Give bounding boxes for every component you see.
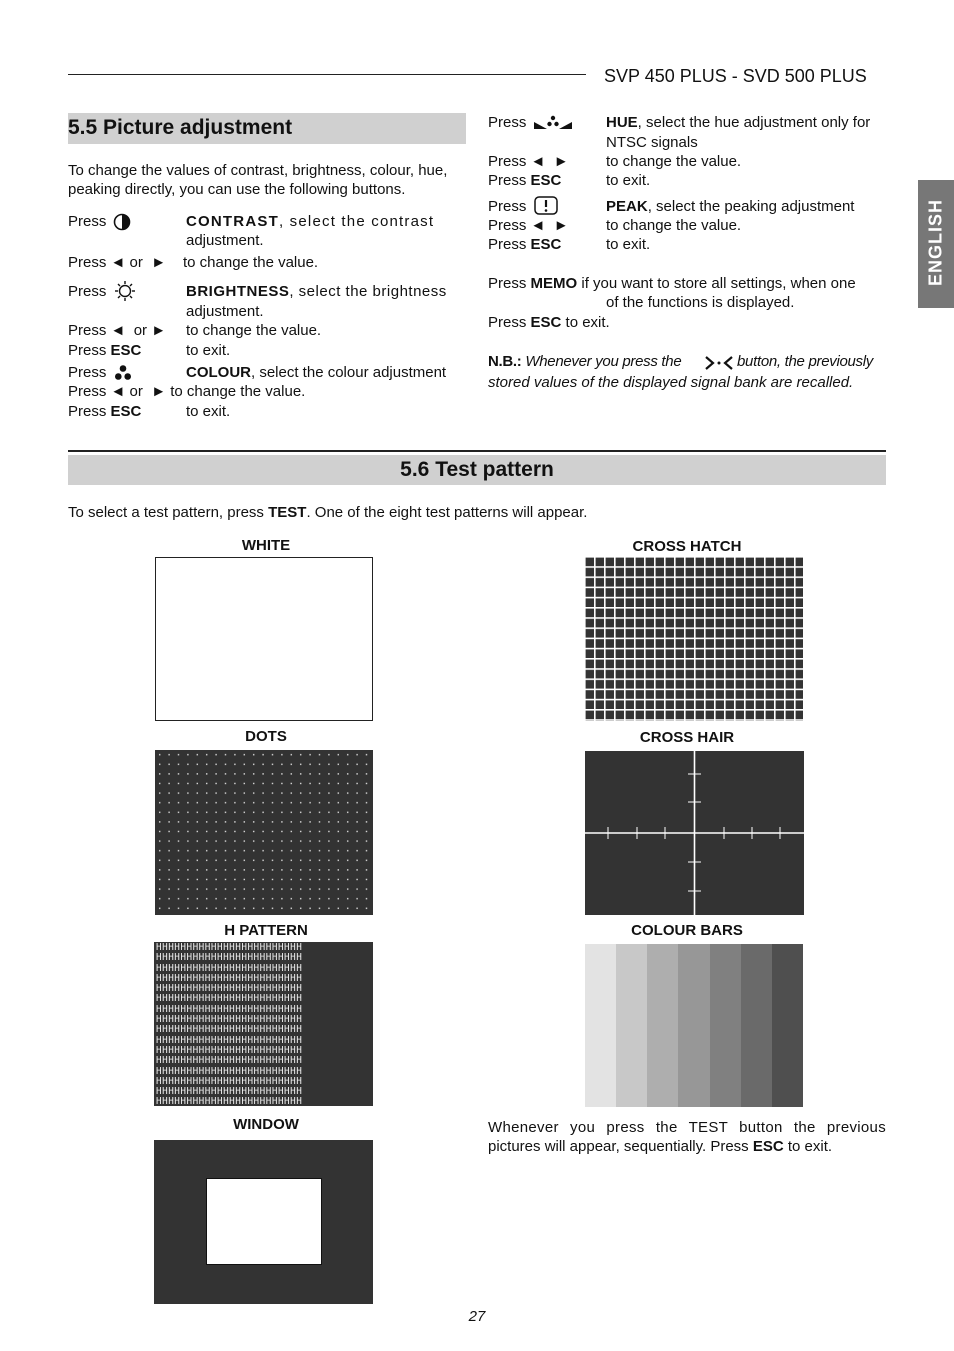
colour-bar bbox=[616, 944, 647, 1107]
peak-icon bbox=[534, 196, 558, 215]
hue-desc-2: NTSC signals bbox=[606, 134, 698, 151]
label-window: WINDOW bbox=[233, 1116, 299, 1133]
label-white: WHITE bbox=[241, 537, 291, 554]
section-56-rule bbox=[68, 450, 886, 452]
colour-bars-pattern bbox=[585, 944, 803, 1107]
outro-line-2: pictures will appear, sequentially. Press ESC to exit. bbox=[488, 1138, 833, 1155]
colour-bar bbox=[710, 944, 741, 1107]
contrast-icon bbox=[113, 213, 131, 231]
page-number: 27 bbox=[468, 1308, 486, 1325]
contrast-desc: CONTRAST, select the contrast bbox=[186, 213, 435, 230]
exit-3: to exit. bbox=[606, 172, 651, 189]
colour-bar bbox=[741, 944, 772, 1107]
colour-bar bbox=[678, 944, 709, 1107]
press-label-3: Press bbox=[68, 364, 107, 381]
press-esc-3: Press ESC bbox=[488, 172, 562, 189]
label-h-pattern: H PATTERN bbox=[224, 922, 308, 939]
colour-icon bbox=[114, 364, 132, 382]
brightness-icon bbox=[114, 280, 136, 302]
cross-hatch-pattern bbox=[584, 556, 803, 721]
window-pattern bbox=[154, 1140, 373, 1304]
nb-note: N.B.: Whenever you press the bbox=[488, 353, 682, 370]
nb-note-1b: button, the previously bbox=[737, 353, 873, 370]
colour-bar bbox=[647, 944, 678, 1107]
h-pattern: HHHHHHHHHHHHHHHHHHHHHHHH HHHHHHHHHHHHHHHHHHHHHHHH HHHHHHHHHHHHHHHHHHHHHHHH HHHHHHHHHHHHHHHHHHHHHHHH HHHHHHHHHHHHHHHHHHHHHHHH HHHHHHHHHHHHHHHHHHHHHHHH HHHHHHHHHHHHHHHHHHHHHHHH HHHHHHHHHHHHHHHHHHHHHHHH HHHHHHHHHHHHHHHHHHHHHHHH HHHHHHHHHHHHHHHHHHHHHHHH HHHHHHHHHHHHHHHHHHHHHHHH HHHHHHHHHHHHHHHHHHHHHHHH HHHHHHHHHHHHHHHHHHHHHHHH HHHHHHHHHHHHHHHHHHHHHHHH HHHHHHHHHHHHHHHHHHHHHHHH HHHHHHHHHHHHHHHHHHHHHHHH bbox=[154, 942, 373, 1106]
memo-text: Press MEMO if you want to store all settings, when one bbox=[488, 275, 856, 292]
colour-bar bbox=[585, 944, 616, 1107]
press-label-4: Press bbox=[488, 114, 527, 131]
hue-icon bbox=[533, 114, 573, 130]
press-arrows-2: Press ◄ or ► bbox=[68, 322, 167, 339]
brightness-desc-2: adjustment. bbox=[186, 303, 264, 320]
colour-desc: COLOUR, select the colour adjustment bbox=[186, 364, 447, 381]
section-55-intro: To change the values of contrast, brightness, colour, hue, peaking directly, you can use the following buttons. bbox=[68, 162, 448, 198]
label-cross-hatch: CROSS HATCH bbox=[632, 538, 742, 555]
change-value-1: to change the value. bbox=[183, 254, 319, 271]
outro-line-1: Whenever you press the TEST button the previous bbox=[488, 1119, 886, 1136]
label-dots: DOTS bbox=[245, 728, 287, 745]
label-cross-hair: CROSS HAIR bbox=[639, 729, 735, 746]
press-arrows-4: Press ◄ ► bbox=[488, 153, 569, 170]
peak-desc: PEAK, select the peaking adjustment bbox=[606, 198, 855, 215]
contrast-desc-2: adjustment. bbox=[186, 232, 264, 249]
recall-icon bbox=[704, 354, 734, 372]
press-arrows-5: Press ◄ ► bbox=[488, 217, 569, 234]
press-esc-2: Press ESC bbox=[68, 403, 142, 420]
colour-bar bbox=[772, 944, 803, 1107]
section-56-intro: To select a test pattern, press TEST. One of the eight test patterns will appear. bbox=[68, 504, 588, 521]
press-esc-4: Press ESC bbox=[488, 236, 562, 253]
press-arrows-3: Press ◄ or ► to change the value. bbox=[68, 383, 306, 400]
nb-note-2: stored values of the displayed signal bank are recalled. bbox=[488, 374, 854, 391]
exit-4: to exit. bbox=[606, 236, 651, 253]
section-56-title: 5.6 Test pattern bbox=[400, 458, 554, 481]
model-title: SVP 450 PLUS - SVD 500 PLUS bbox=[604, 66, 867, 86]
exit-1: to exit. bbox=[186, 342, 231, 359]
press-arrows-1: Press ◄ or ► bbox=[68, 254, 167, 271]
change-value-4: to change the value. bbox=[606, 153, 742, 170]
memo-text-2: of the functions is displayed. bbox=[606, 294, 795, 311]
change-value-5: to change the value. bbox=[606, 217, 742, 234]
dots-pattern bbox=[155, 750, 373, 915]
change-value-2: to change the value. bbox=[186, 322, 322, 339]
memo-exit: Press ESC to exit. bbox=[488, 314, 610, 331]
press-label-2: Press bbox=[68, 283, 107, 300]
window-inner bbox=[206, 1178, 322, 1265]
header-rule bbox=[68, 74, 586, 75]
exit-2: to exit. bbox=[186, 403, 231, 420]
hue-desc: HUE, select the hue adjustment only for bbox=[606, 114, 871, 131]
press-esc-1: Press ESC bbox=[68, 342, 142, 359]
brightness-desc: BRIGHTNESS, select the brightness bbox=[186, 283, 447, 300]
label-colour-bars: COLOUR BARS bbox=[631, 922, 743, 939]
language-tab: ENGLISH bbox=[918, 180, 954, 308]
white-pattern bbox=[155, 557, 373, 721]
press-label: Press bbox=[68, 213, 107, 230]
press-label-5: Press bbox=[488, 198, 527, 215]
section-55-title: 5.5 Picture adjustment bbox=[68, 116, 293, 139]
cross-hair-pattern bbox=[585, 751, 804, 915]
